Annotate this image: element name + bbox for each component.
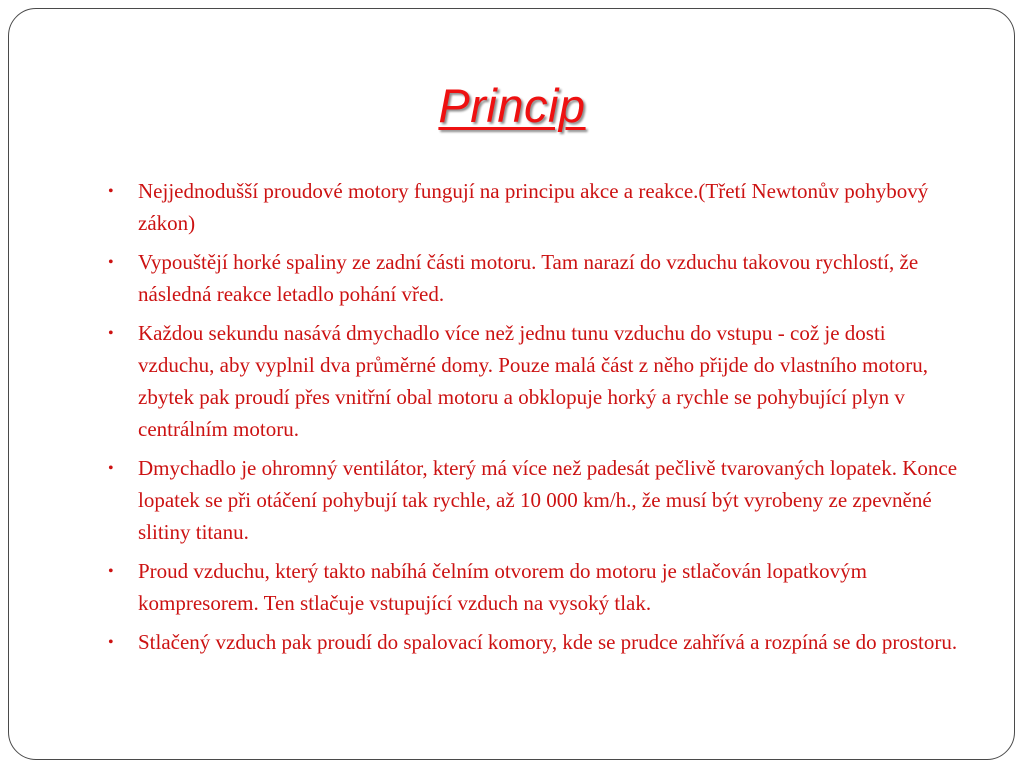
list-item bbox=[108, 626, 958, 658]
bullet-icon: • bbox=[108, 460, 114, 477]
list-item bbox=[108, 175, 958, 239]
bullet-text: Vypouštějí horké spaliny ze zadní části motoru. Tam narazí do vzduchu takovou rychlostí, že následná reakce letadlo pohání vřed. bbox=[138, 250, 919, 306]
bullet-list bbox=[108, 175, 958, 665]
bullet-text: Stlačený vzduch pak proudí do spalovací komory, kde se prudce zahřívá a rozpíná se do prostoru. bbox=[138, 630, 958, 654]
bullet-text: Každou sekundu nasává dmychadlo více než jednu tunu vzduchu do vstupu - což je dosti vzduchu, aby vyplnil dva průměrné domy. Pouze malá část z něho přijde do vlastního motoru, zbytek pak proudí přes vnitřní obal motoru a obklopuje horký a rychle se pohybující plyn v centrálním motoru. bbox=[138, 321, 929, 441]
slide-title: Princip bbox=[438, 79, 586, 132]
bullet-text: Proud vzduchu, který takto nabíhá čelním otvorem do motoru je stlačován lopatkovým kompresorem. Ten stlačuje vstupující vzduch na vysoký tlak. bbox=[138, 559, 868, 615]
bullet-icon: • bbox=[108, 563, 114, 580]
list-item bbox=[108, 317, 958, 445]
bullet-icon: • bbox=[108, 634, 114, 651]
bullet-icon: • bbox=[108, 183, 114, 200]
bullet-text: Nejjednodušší proudové motory fungují na principu akce a reakce.(Třetí Newtonův pohybový zákon) bbox=[138, 179, 929, 235]
bullet-icon: • bbox=[108, 254, 114, 271]
list-item bbox=[108, 555, 958, 619]
bullet-text: Dmychadlo je ohromný ventilátor, který má více než padesát pečlivě tvarovaných lopatek. Konce lopatek se při otáčení pohybují tak rychle, až 10 000 km/h., že musí být vyrobeny ze zpevněné slitiny titanu. bbox=[138, 456, 958, 544]
bullet-icon: • bbox=[108, 325, 114, 342]
list-item bbox=[108, 246, 958, 310]
list-item bbox=[108, 452, 958, 548]
